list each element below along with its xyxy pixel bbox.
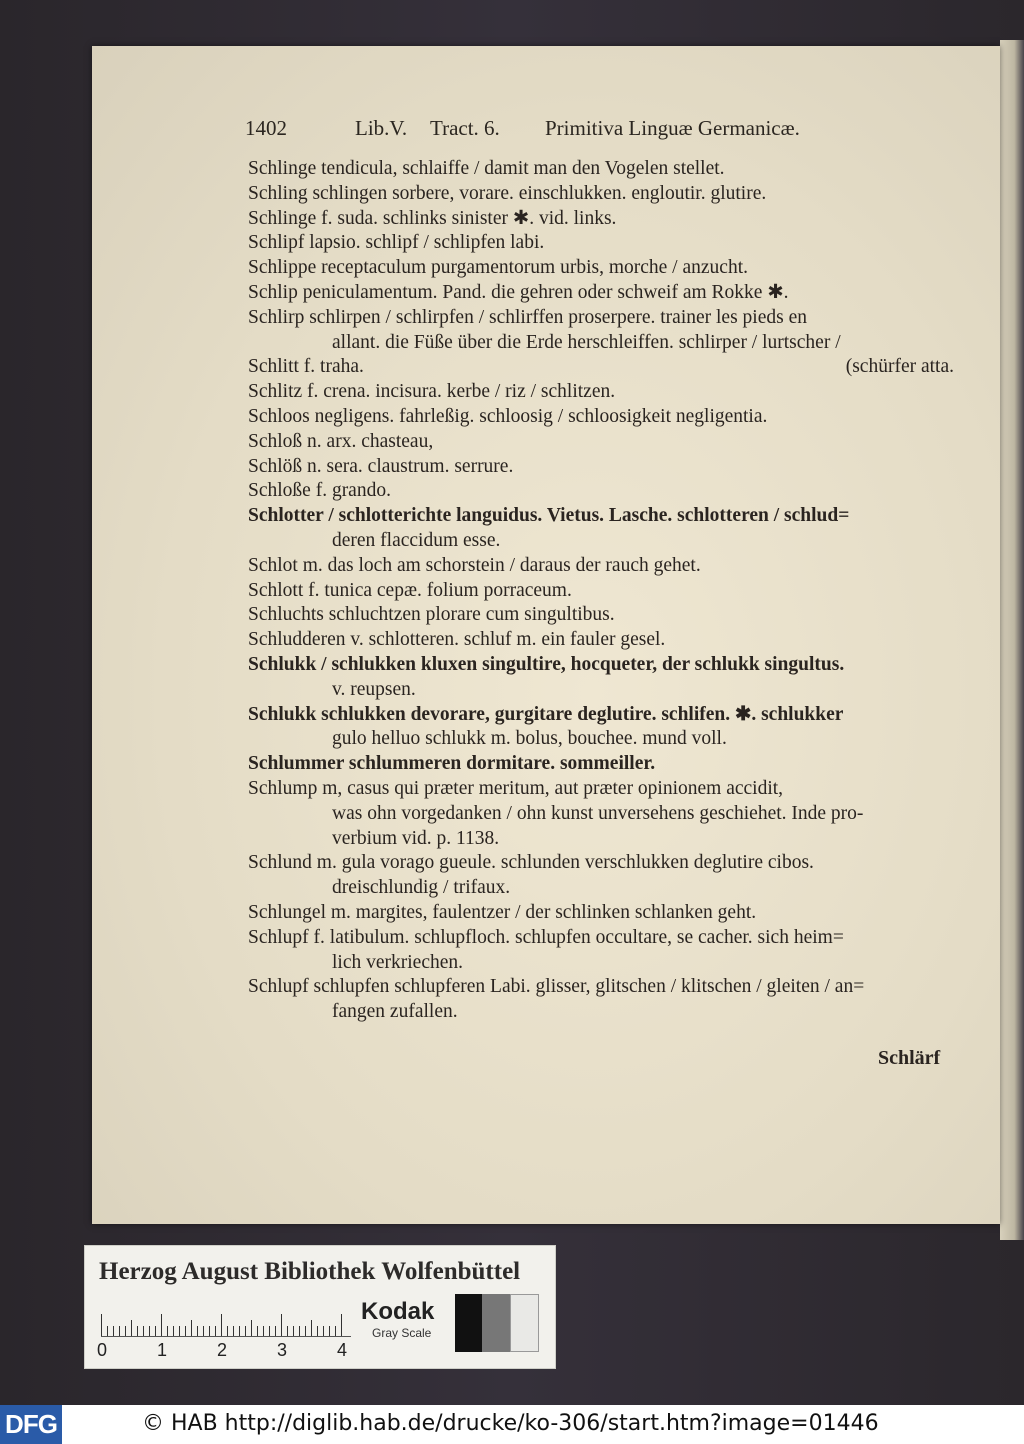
entry-line: Schlungel m. margites, faulentzer / der schlinken schlanken geht. [248,901,757,923]
ruler-numbers [97,1340,357,1362]
ruler-tick [119,1326,120,1336]
ruler-number: 3 [277,1340,288,1360]
entry-line: Schlupf schlupfen schlupferen Labi. glisser, glitschen / klitschen / gleiten / an= [248,976,865,998]
entry-line: v. reupsen. [332,678,416,700]
ruler-tick [167,1326,168,1336]
entry-line: verbium vid. p. 1138. [332,827,500,849]
tract-label: Tract. 6. [430,116,500,140]
ruler-tick [257,1326,258,1336]
ruler-tick [245,1326,246,1336]
entry-line: Schlinge f. suda. schlinks sinister ✱. vid. links. [248,207,617,229]
entry-line: Schlummer schlummeren dormitare. sommeiller. [248,753,656,775]
black-swatch [455,1294,482,1352]
ruler-tick [263,1326,264,1336]
ruler-tick [113,1326,114,1336]
ruler-tick [281,1314,282,1336]
page-number: 1402 [245,116,287,140]
ruler-tick [227,1326,228,1336]
entry-line: Schlinge tendicula, schlaiffe / damit man den Vogelen stellet. [248,158,725,179]
color-target-card [84,1245,556,1369]
entry-line: fangen zufallen. [332,1001,458,1023]
ruler-tick [269,1326,270,1336]
entry-line: Schlukk schlukken devorare, gurgitare deglutire. schlifen. ✱. schlukker [248,703,844,725]
ruler-tick [287,1326,288,1336]
ruler-tick [107,1326,108,1336]
ruler-number: 0 [97,1340,108,1360]
ruler-tick [293,1326,294,1336]
white-swatch [510,1294,539,1352]
ruler-tick [101,1314,102,1336]
ruler-tick [335,1326,336,1336]
entry-line: Schlöß n. sera. claustrum. serrure. [248,455,514,477]
entry-line: dreischlundig / trifaux. [332,877,511,899]
footer-bar [0,1405,1024,1444]
ruler-tick [317,1326,318,1336]
ruler-number: 1 [157,1340,168,1360]
dfg-logo[interactable]: DFG [0,1405,62,1444]
entry-line: Schloos negligens. fahrleßig. schloosig / schloosigkeit negligentia. [248,405,768,427]
ruler-tick [311,1320,312,1336]
ruler-number: 2 [217,1340,228,1360]
ruler-tick [143,1326,144,1336]
dictionary-entries: Schlinge tendicula, schlaiffe / damit man den Vogelen stellet. Schling schlingen sorbere, vorare. einschlukken. engloutir. glutire. Schlinge f. suda. schlinks sinister ✱. vid. links. Schlipf lapsio. schlipf / schlipfen labi. Schlippe receptaculum purgamentorum urbis, morche / anzucht. Schlip peniculamentum. Pand. die gehren oder schweif am Rokke ✱. Schlirp schlirpen / schlirpfen / schlirffen proserpere. trainer les pieds en allant. die Füße über die Erde herschleiffen. schlirper / lurtscher / (schürfer atta. Schlitt f. traha. Schlitz f. crena. incisura. kerbe / riz / schlitzen. Schloos negligens. fahrleßig. schloosig / schloosigkeit negligentia. Schloß n. arx. chasteau, Schlöß n. sera. claustrum. serrure. Schloße f. grando. Schlotter / schlotterichte languidus. Vietus. Lasche. schlotteren / schlud= deren flaccidum esse. Schlot m. das loch am schorstein / daraus der rauch gehet. Schlott f. tunica cepæ. folium porraceum. Schluchts schluchtzen plorare cum singultibus. Schludderen v. schlotteren. schluf m. ein fauler gesel. Schlukk / schlukken kluxen singultire, hocqueter, der schlukk singultus. v. reupsen. Schlukk schlukken devorare, gurgitare deglutire. schlifen. ✱. schlukker gulo helluo schlukk m. bolus, bouchee. mund voll. Schlummer schlummeren dormitare. sommeiller. Schlump m, casus qui præter meritum, aut præter opinionem accidit, was ohn vorgedanken / ohn kunst unversehens geschiehet. Inde pro- verbium vid. p. 1138. Schlund m. gula vorago gueule. schlunden verschlukken deglutire cibos. dreischlundig / trifaux. Schlungel m. margites, faulentzer / der schlinken schlanken geht. Schlupf f. latibulum. schlupfloch. schlupfen occultare, se cacher. sich heim= lich verkriechen. Schlupf schlupfen schlupferen Labi. glisser, glitschen / klitschen / gleiten / an= fangen zufallen. [248,157,958,1025]
entry-line: Schlipf lapsio. schlipf / schlipfen labi. [248,232,545,254]
ruler-tick [185,1326,186,1336]
ruler-tick [155,1326,156,1336]
entry-line: Schlitz f. crena. incisura. kerbe / riz / schlitzen. [248,381,616,403]
ruler-tick [341,1314,342,1336]
ruler-tick [137,1326,138,1336]
kodak-logo: Kodak [361,1298,435,1325]
ruler [101,1308,351,1337]
ruler-number: 4 [337,1340,348,1360]
entry-line: Schlott f. tunica cepæ. folium porraceum. [248,579,572,601]
entry-line: Schlump m, casus qui præter meritum, aut præter opinionem accidit, [248,777,784,799]
ruler-tick [275,1326,276,1336]
ruler-tick [299,1326,300,1336]
entry-line: Schlupf f. latibulum. schlupfloch. schlupfen occultare, se cacher. sich heim= [248,926,844,948]
entry-line: lich verkriechen. [332,951,464,973]
ruler-tick [197,1326,198,1336]
ruler-tick [239,1326,240,1336]
ruler-tick [329,1326,330,1336]
ruler-tick [323,1326,324,1336]
ruler-tick [305,1326,306,1336]
gray-scale-label: Gray Scale [372,1326,432,1340]
entry-line: Schlukk / schlukken kluxen singultire, hocqueter, der schlukk singultus. [248,653,845,675]
entry-line: deren flaccidum esse. [332,529,501,551]
ruler-tick [251,1320,252,1336]
gray-swatches [455,1294,539,1352]
entry-line: Schlotter / schlotterichte languidus. Vietus. Lasche. schlotteren / schlud= [248,505,850,527]
copyright-link[interactable]: © HAB http://diglib.hab.de/drucke/ko-306/start.htm?image=01446 [142,1411,879,1436]
ruler-tick [221,1314,222,1336]
entry-line: Schloße f. grando. [248,480,391,502]
page-edge [1000,40,1024,1240]
ruler-tick [209,1326,210,1336]
entry-line: Schlitt f. traha. [248,356,364,378]
entry-line: Schling schlingen sorbere, vorare. einschlukken. engloutir. glutire. [248,182,767,204]
entry-line: Schlirp schlirpen / schlirpfen / schlirffen proserpere. trainer les pieds en [248,306,807,328]
entry-line: Schlot m. das loch am schorstein / daraus der rauch gehet. [248,554,701,576]
catchword: Schlärf [878,1047,941,1069]
gray-swatch [482,1294,509,1352]
ruler-tick [149,1326,150,1336]
library-name: Herzog August Bibliothek Wolfenbüttel [99,1258,521,1285]
entry-line: Schloß n. arx. chasteau, [248,430,434,452]
page-title: Primitiva Linguæ Germanicæ. [545,116,800,140]
ruler-tick [125,1326,126,1336]
entry-line: Schludderen v. schlotteren. schluf m. ein fauler gesel. [248,629,666,651]
entry-line: was ohn vorgedanken / ohn kunst unversehens geschiehet. Inde pro- [332,802,864,824]
entry-line: Schlund m. gula vorago gueule. schlunden verschlukken deglutire cibos. [248,852,814,874]
entry-line: gulo helluo schlukk m. bolus, bouchee. mund voll. [332,728,727,750]
ruler-tick [191,1320,192,1336]
ruler-tick [215,1326,216,1336]
ruler-tick [173,1326,174,1336]
ruler-tick [161,1314,162,1336]
ruler-tick [233,1326,234,1336]
book-label: Lib.V. [355,116,408,140]
entry-line: Schlip peniculamentum. Pand. die gehren oder schweif am Rokke ✱. [248,281,789,303]
entry-line: allant. die Füße über die Erde herschleiffen. schlirper / lurtscher / [332,331,841,353]
entry-line: Schluchts schluchtzen plorare cum singultibus. [248,604,615,626]
ruler-tick [203,1326,204,1336]
ruler-tick [179,1326,180,1336]
entry-line: Schlippe receptaculum purgamentorum urbis, morche / anzucht. [248,257,748,279]
running-head [245,116,855,146]
ruler-tick [131,1320,132,1336]
